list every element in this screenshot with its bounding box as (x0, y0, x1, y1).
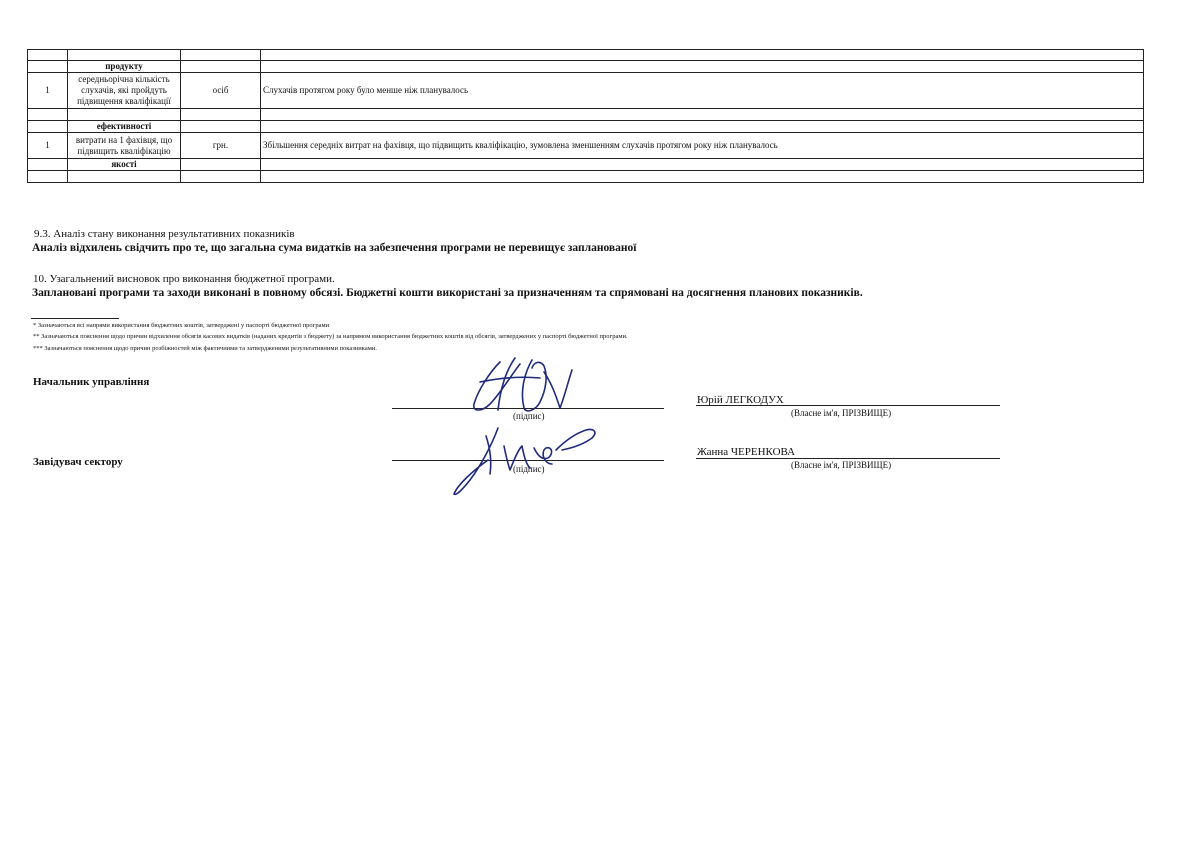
section-label: ефективності (68, 121, 181, 133)
section-10-heading: 10. Узагальнений висновок про виконання бюджетної програми. (33, 273, 335, 285)
table-row (28, 121, 1144, 133)
signature-caption: (підпис) (513, 411, 545, 421)
signature-caption: (підпис) (513, 464, 545, 474)
table-row (28, 159, 1144, 171)
section-9-3-text: Аналіз відхилень свідчить про те, що загальна сума видатків на забезпечення програми не перевищує запланованої (32, 242, 637, 254)
explanation: Збільшення середніх витрат на фахівця, що підвищить кваліфікацію, зумовлена зменшенням слухачів протягом року ніж планувалось (261, 133, 1144, 159)
position-title: Завідувач сектору (33, 456, 123, 468)
explanation: Слухачів протягом року було менше ніж планувалось (261, 73, 1144, 109)
name-line (696, 458, 1000, 459)
signer-name: Жанна ЧЕРЕНКОВА (697, 446, 796, 458)
footnote-2: ** Зазначаються пояснення щодо причин відхилення обсягів касових видатків (наданих кредитів з бюджету) за напрямом використання бюджетних коштів від обсягів, затверджених у паспорті бюджетної програми. (33, 333, 628, 340)
table-row (28, 109, 1144, 121)
indicator-name: середньорічна кількість слухачів, які пройдуть підвищення кваліфікації (68, 73, 181, 109)
indicators-table (27, 49, 1144, 183)
handwritten-signature-1 (460, 352, 590, 422)
section-label: якості (68, 159, 181, 171)
row-number: 1 (28, 133, 68, 159)
table-row (28, 50, 1144, 61)
row-number: 1 (28, 73, 68, 109)
table-row (28, 171, 1144, 183)
footnote-divider (31, 318, 119, 319)
footnote-1: * Зазначаються всі напрями використання бюджетних коштів, затверджені у паспорті бюджетної програми (33, 322, 330, 329)
signer-name: Юрій ЛЕГКОДУХ (697, 394, 784, 406)
name-line (696, 405, 1000, 406)
name-caption: (Власне ім'я, ПРІЗВИЩЕ) (791, 460, 892, 470)
section-10-text: Заплановані програми та заходи виконані в повному обсязі. Бюджетні кошти використані за призначенням та спрямовані на досягнення планових показників. (32, 287, 863, 299)
table-row (28, 61, 1144, 73)
footnote-3: *** Зазначаються пояснення щодо причин розбіжностей між фактичними та затвердженими результативними показниками. (33, 345, 377, 352)
table-row (28, 133, 1144, 159)
table-row (28, 73, 1144, 109)
position-title: Начальник управління (33, 376, 150, 388)
name-caption: (Власне ім'я, ПРІЗВИЩЕ) (791, 408, 892, 418)
handwritten-signature-2 (448, 420, 608, 500)
section-9-3-heading: 9.3. Аналіз стану виконання результативних показників (34, 228, 295, 240)
unit: грн. (181, 133, 261, 159)
indicator-name: витрати на 1 фахівця, що підвищить кваліфікацію (68, 133, 181, 159)
section-label: продукту (68, 61, 181, 73)
unit: осіб (181, 73, 261, 109)
